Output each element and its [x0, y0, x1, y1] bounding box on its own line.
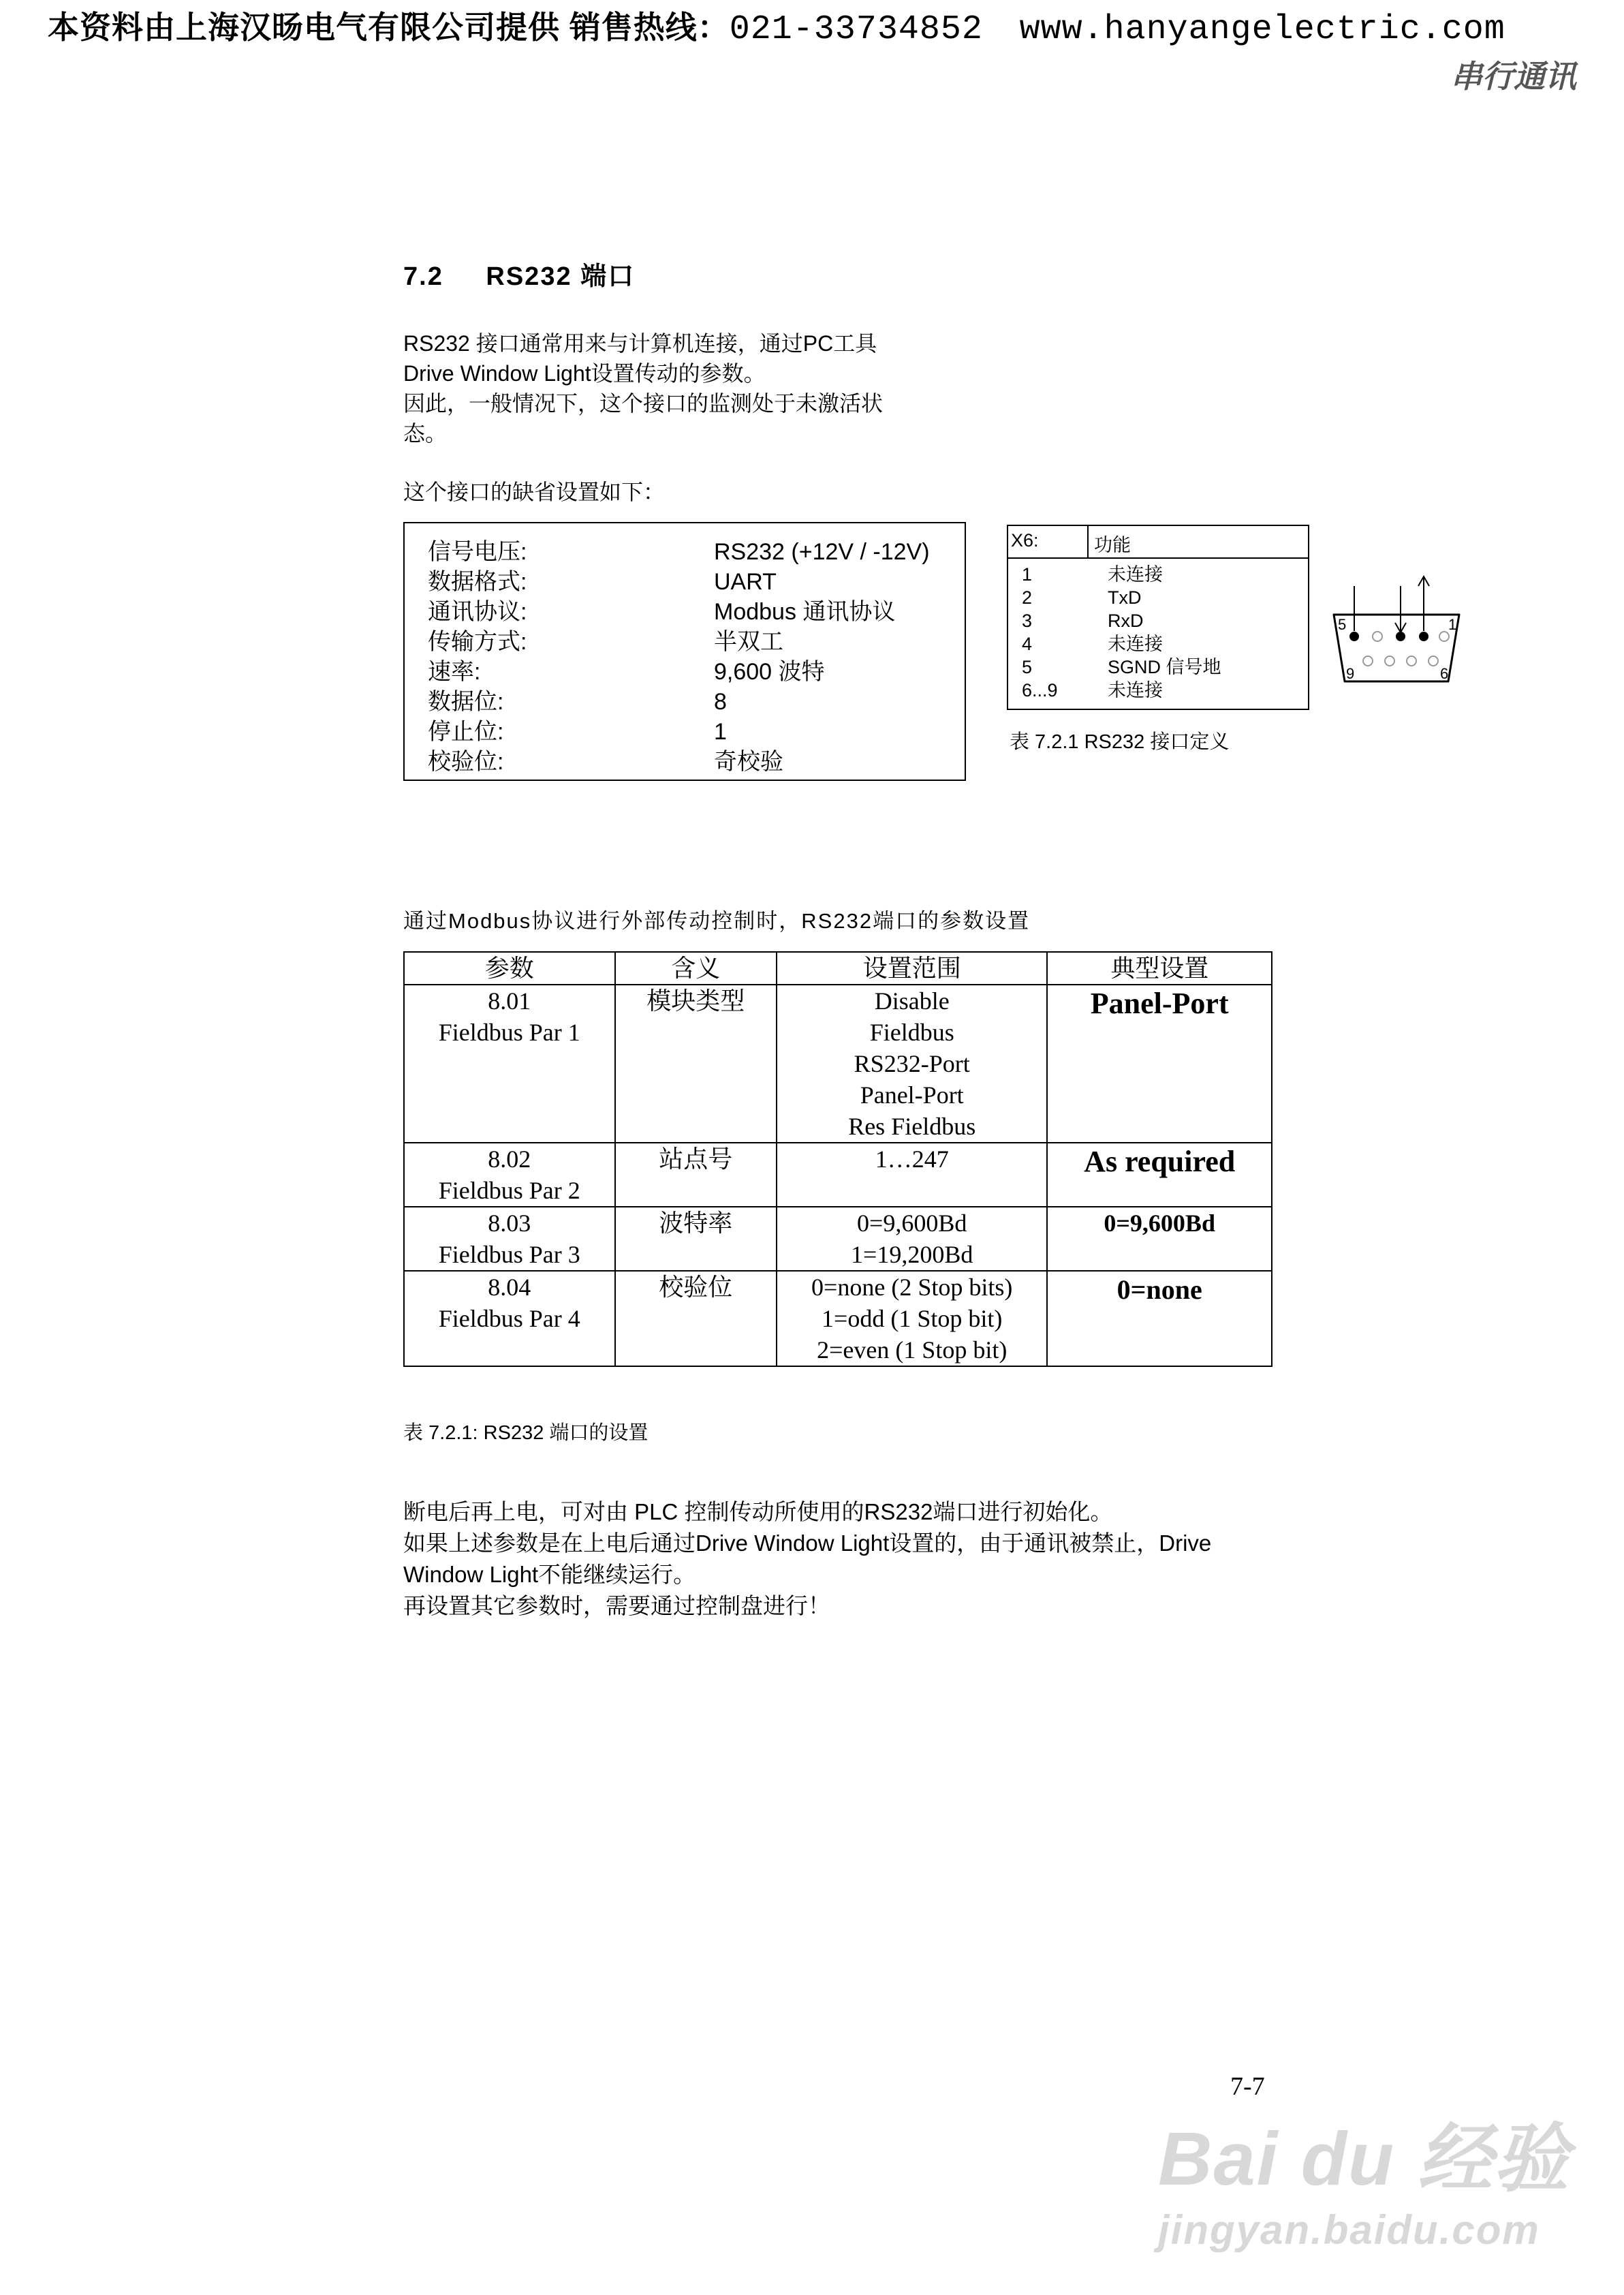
db9-connector-diagram [1328, 566, 1465, 688]
watermark-url: jingyan.baidu.com [1158, 2207, 1540, 2253]
range-option: Panel-Port [860, 1081, 964, 1109]
setting-value: 8 [714, 689, 727, 715]
range-option: Res Fieldbus [848, 1113, 976, 1140]
pin-function: 未连接 [1108, 680, 1163, 700]
intro-line: 因此，一般情况下，这个接口的监测处于未激活状 [403, 391, 884, 416]
pin-row [1022, 609, 1144, 632]
pin-function: 未连接 [1108, 564, 1163, 585]
param-name: Fieldbus Par 4 [438, 1305, 580, 1332]
range-option: Disable [874, 987, 950, 1015]
setting-value: 9,600 波特 [714, 659, 825, 685]
pin-8-dot [1385, 656, 1394, 666]
setting-row [428, 537, 930, 567]
setting-key: 停止位: [428, 719, 504, 745]
pin-col-header: X6: [1011, 530, 1039, 551]
table-row [404, 1271, 1272, 1366]
setting-key: 传输方式: [428, 629, 527, 655]
baidu-watermark [1158, 2099, 1570, 2253]
connector-label-1: 1 [1448, 616, 1457, 633]
section-name: RS232 端口 [486, 262, 636, 291]
page-header [48, 3, 1601, 49]
table-row [404, 985, 1272, 1143]
provider-text: 本资料由上海汉旸电气有限公司提供 [48, 10, 560, 45]
pin-number: 2 [1022, 587, 1033, 608]
range-option: 1=odd (1 Stop bit) [822, 1305, 1003, 1332]
setting-value: UART [714, 569, 777, 595]
intro-line: RS232 接口通常用来与计算机连接，通过PC工具 [403, 331, 877, 356]
range-option: 0=none (2 Stop bits) [811, 1274, 1013, 1301]
intro-line: Drive Window Light设置传动的参数。 [403, 361, 766, 386]
pin-row [1022, 586, 1142, 609]
closing-line: 再设置其它参数时，需要通过控制盘进行！ [403, 1593, 830, 1618]
pin-6-dot [1428, 656, 1438, 666]
setting-value: 奇校验 [714, 749, 783, 775]
setting-row [428, 627, 783, 657]
meaning-cell: 校验位 [615, 1271, 777, 1366]
table-row [404, 1143, 1272, 1207]
default-settings-box [403, 522, 966, 781]
range-cell [777, 1207, 1047, 1271]
pin-number: 5 [1022, 657, 1033, 677]
param-name: Fieldbus Par 3 [438, 1241, 580, 1268]
range-option: 2=even (1 Stop bit) [817, 1336, 1008, 1364]
section-title [403, 255, 635, 292]
setting-row [428, 657, 825, 687]
modbus-intro: 通过Modbus协议进行外部传动控制时，RS232端口的参数设置 [403, 909, 1031, 933]
col-header-range: 设置范围 [777, 952, 1047, 985]
param-cell [404, 1271, 615, 1366]
watermark-brand: Bai du 经验 [1158, 2117, 1570, 2201]
pin-1-dot [1439, 632, 1449, 641]
pin-4-dot [1373, 632, 1382, 641]
intro-paragraph [403, 328, 989, 448]
pin-number: 3 [1022, 611, 1033, 631]
pin-row [1022, 632, 1163, 656]
func-col-header: 功能 [1087, 526, 1131, 557]
section-number: 7.2 [403, 262, 443, 291]
param-number: 8.02 [488, 1145, 531, 1173]
meaning-cell: 站点号 [615, 1143, 777, 1207]
pin-number: 4 [1022, 634, 1033, 654]
chapter-title: 串行通讯 [1451, 59, 1576, 94]
setting-row [428, 717, 727, 747]
connector-label-5: 5 [1338, 616, 1347, 633]
hotline-phone: 021-33734852 [729, 10, 983, 49]
pin-row [1022, 656, 1221, 679]
setting-key: 数据位: [428, 689, 504, 715]
table-row [404, 1207, 1272, 1271]
range-option: Fieldbus [869, 1019, 954, 1046]
col-header-typical: 典型设置 [1047, 952, 1272, 985]
meaning-cell: 波特率 [615, 1207, 777, 1271]
pin-row [1022, 563, 1163, 586]
pin-function: RxD [1108, 611, 1144, 631]
range-option: 0=9,600Bd [857, 1210, 967, 1237]
pin-number: 6...9 [1022, 680, 1058, 700]
closing-paragraph [403, 1496, 1289, 1622]
pin-number: 1 [1022, 564, 1033, 585]
website-link[interactable]: www.hanyangelectric.com [1019, 10, 1505, 49]
hotline-label: 销售热线： [569, 10, 730, 45]
typical-cell: 0=9,600Bd [1047, 1207, 1272, 1271]
pin-table-header [1008, 526, 1308, 559]
setting-key: 信号电压: [428, 539, 527, 565]
pin-function: SGND 信号地 [1108, 657, 1221, 677]
pin-2-dot [1419, 632, 1428, 641]
param-table-caption: 表 7.2.1: RS232 端口的设置 [403, 1422, 649, 1444]
closing-line: Window Light不能继续运行。 [403, 1562, 696, 1587]
pin-5-dot [1349, 632, 1359, 641]
range-option: 1…247 [875, 1145, 949, 1173]
setting-key: 通讯协议: [428, 599, 527, 625]
col-header-param: 参数 [404, 952, 615, 985]
connector-label-6: 6 [1440, 665, 1449, 682]
meaning-cell: 模块类型 [615, 985, 777, 1143]
param-number: 8.04 [488, 1274, 531, 1301]
setting-row [428, 597, 895, 627]
setting-value: 半双工 [714, 629, 783, 655]
param-name: Fieldbus Par 2 [438, 1177, 580, 1204]
param-cell [404, 1207, 615, 1271]
setting-row [428, 687, 727, 717]
setting-value: Modbus 通讯协议 [714, 599, 896, 625]
closing-line: 如果上述参数是在上电后通过Drive Window Light设置的，由于通讯被禁止，Drive [403, 1530, 1212, 1556]
param-number: 8.01 [488, 987, 531, 1015]
page-number: 7-7 [1230, 2072, 1265, 2101]
setting-value: RS232 (+12V / -12V) [714, 539, 930, 565]
col-header-meaning: 含义 [615, 952, 777, 985]
range-option: RS232-Port [854, 1050, 970, 1077]
param-cell [404, 985, 615, 1143]
pin-7-dot [1407, 656, 1416, 666]
setting-row [428, 747, 783, 777]
parameter-table [403, 951, 1272, 1367]
pin-table-caption: 表 7.2.1 RS232 接口定义 [1010, 731, 1230, 753]
typical-cell: As required [1047, 1143, 1272, 1207]
setting-key: 数据格式: [428, 569, 527, 595]
connector-label-9: 9 [1346, 665, 1355, 682]
pin-definition-table [1007, 525, 1309, 710]
range-option: 1=19,200Bd [851, 1241, 973, 1268]
pin-function: TxD [1108, 587, 1142, 608]
pin-function: 未连接 [1108, 634, 1163, 654]
setting-key: 校验位: [428, 749, 504, 775]
defaults-intro: 这个接口的缺省设置如下： [403, 480, 666, 504]
setting-value: 1 [714, 719, 727, 745]
param-number: 8.03 [488, 1210, 531, 1237]
closing-line: 断电后再上电，可对由 PLC 控制传动所使用的RS232端口进行初始化。 [403, 1499, 1113, 1524]
param-cell [404, 1143, 615, 1207]
pin-row [1022, 679, 1163, 702]
range-cell [777, 985, 1047, 1143]
range-cell [777, 1271, 1047, 1366]
table-header-row [404, 952, 1272, 985]
range-cell [777, 1143, 1047, 1207]
typical-cell: Panel-Port [1047, 985, 1272, 1143]
setting-key: 速率: [428, 659, 481, 685]
intro-line: 态。 [403, 421, 448, 446]
param-name: Fieldbus Par 1 [438, 1019, 580, 1046]
pin-9-dot [1363, 656, 1373, 666]
typical-cell: 0=none [1047, 1271, 1272, 1366]
setting-row [428, 567, 777, 597]
